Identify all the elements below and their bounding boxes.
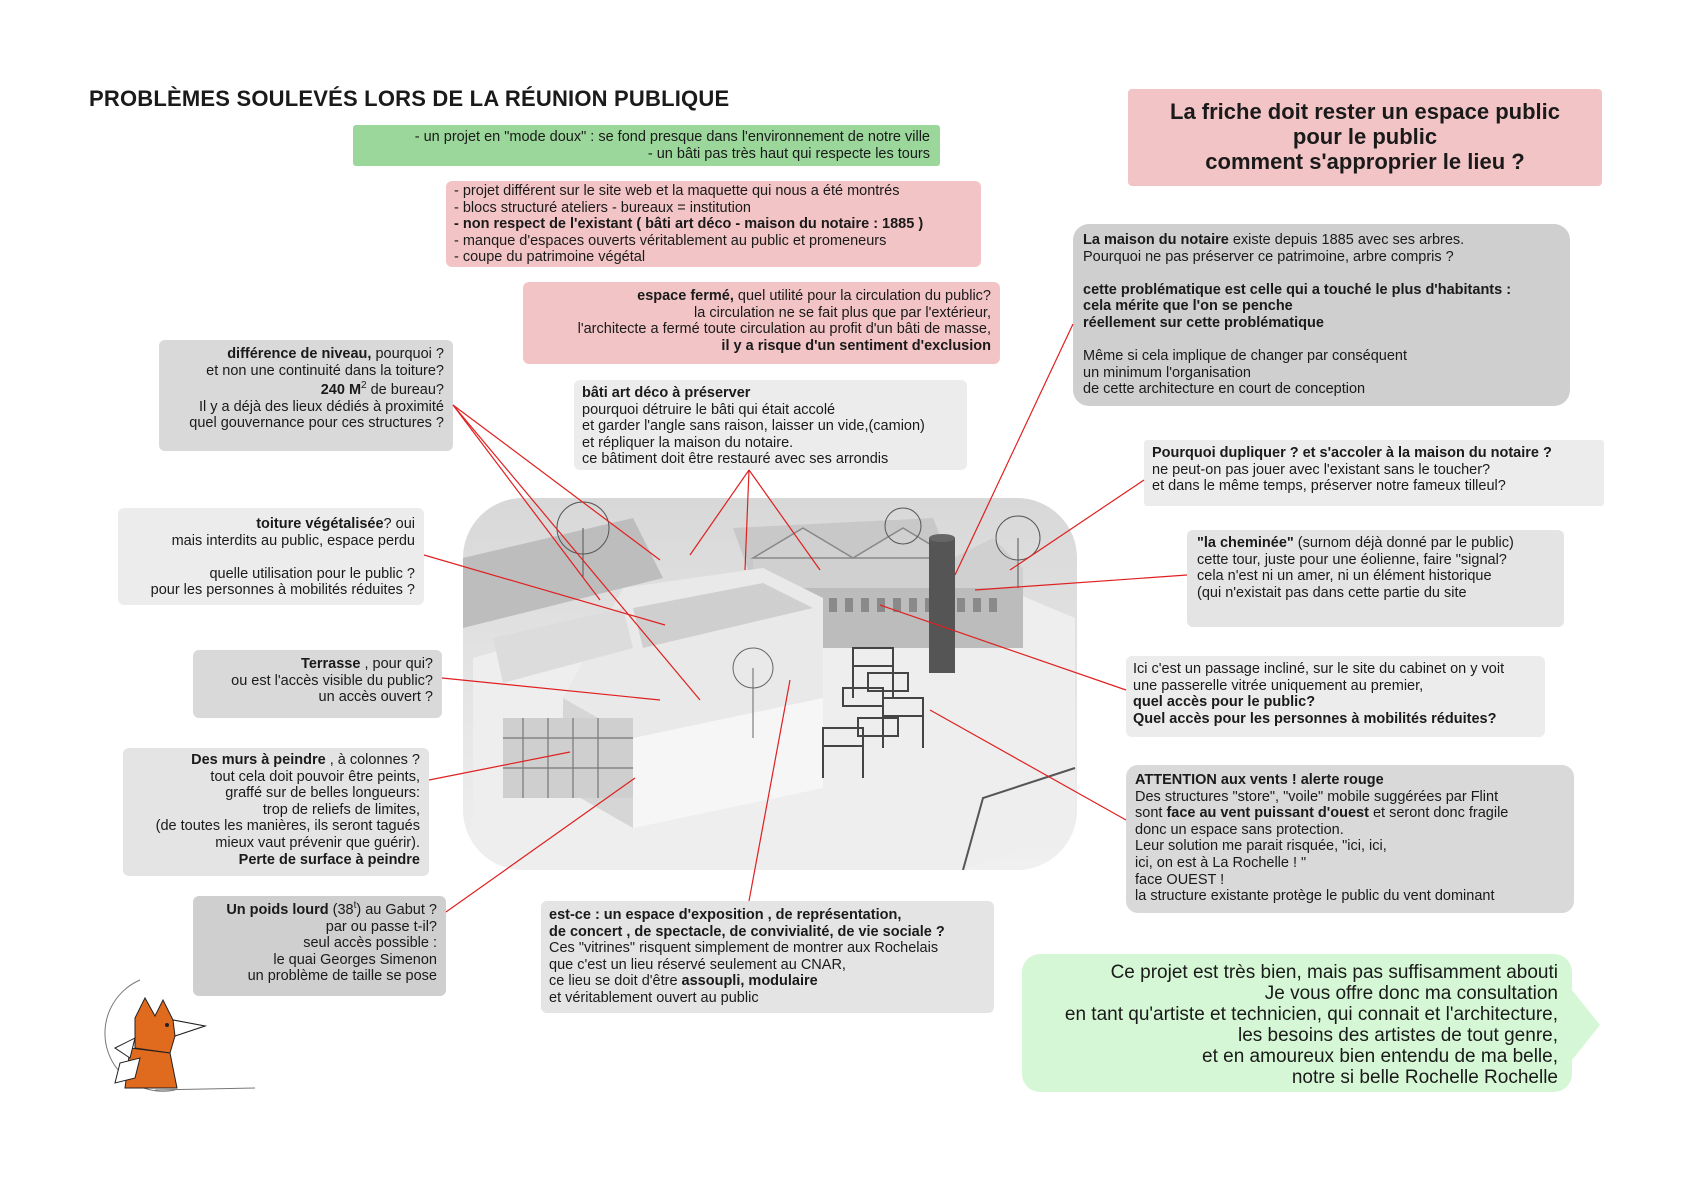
vents-line: ici, on est à La Rochelle ! " [1135, 854, 1307, 871]
notaire-line: Pourquoi ne pas préserver ce patrimoine, arbre compris ? [1083, 248, 1454, 265]
cheminee-line: (qui n'existait pas dans cette partie du site [1197, 584, 1467, 601]
vents-line: Des structures "store", "voile" mobile suggérées par Flint [1135, 788, 1499, 805]
projet-line: - projet différent sur le site web et la maquette qui nous a été montrés [454, 183, 900, 199]
notaire-line: réellement sur cette problématique [1083, 314, 1324, 331]
expo-line: et véritablement ouvert au public [549, 989, 759, 1006]
art-deco-line: et garder l'angle sans raison, laisser un vide,(camion) [582, 418, 925, 435]
architectural-model-photo [463, 498, 1077, 870]
toiture-line: mais interdits au public, espace perdu [171, 532, 415, 549]
niveau-line: Il y a déjà des lieux dédiés à proximité [198, 398, 444, 415]
vents-text: et seront donc fragile [1368, 805, 1509, 822]
passage-line: une passerelle vitrée uniquement au premier, [1133, 677, 1424, 694]
niveau-surface: 240 M [320, 382, 362, 399]
poids-text: (38 [328, 902, 354, 918]
niveau-sup: 2 [361, 380, 367, 392]
espace-ferme-line: il y a risque d'un sentiment d'exclusion [721, 337, 991, 354]
poids-line: par ou passe t-il? [325, 918, 437, 935]
murs-line: (de toutes les manières, ils seront tagués [155, 818, 420, 835]
conclusion-line: et en amoureux bien entendu de ma belle, [1202, 1046, 1558, 1067]
terrasse-line: ou est l'accès visible du public? [231, 672, 433, 689]
conclusion-line: les besoins des artistes de tout genre, [1237, 1025, 1558, 1046]
fox-logo-icon [95, 978, 255, 1093]
terrasse-line: un accès ouvert ? [318, 689, 433, 706]
projet-line: - coupe du patrimoine végétal [454, 249, 646, 266]
conclusion-box [1022, 954, 1572, 1092]
dupliquer-lead: Pourquoi dupliquer ? et s'accoler à la maison du notaire ? [1152, 445, 1552, 461]
toiture-line: pour les personnes à mobilités réduites ? [150, 582, 415, 599]
murs-line: trop de reliefs de limites, [262, 801, 420, 818]
vents-line: donc un espace sans protection. [1135, 821, 1344, 838]
conclusion-line: Ce projet est très bien, mais pas suffisamment abouti [1110, 962, 1558, 983]
projet-line: - manque d'espaces ouverts véritablement au public et promeneurs [454, 232, 887, 249]
poids-sup: t [353, 900, 357, 912]
friche-line: La friche doit rester un espace public [1170, 99, 1560, 124]
projet-line: - blocs structuré ateliers - bureaux = institution [454, 199, 751, 216]
art-deco-line: et répliquer la maison du notaire. [582, 434, 794, 451]
cheminee-box [1187, 530, 1564, 627]
niveau-lead: différence de niveau, [227, 346, 372, 362]
niveau-line: quel gouvernance pour ces structures ? [189, 415, 444, 432]
murs-line: tout cela doit pouvoir être peints, [210, 768, 420, 785]
poids-lead: Un poids lourd [226, 902, 329, 918]
cheminee-lead: "la cheminée" [1197, 535, 1294, 551]
toiture-line: quelle utilisation pour le public ? [209, 565, 415, 582]
expo-line: de concert , de spectacle, de convivialité, de vie sociale ? [549, 923, 945, 940]
vents-text: sont [1135, 805, 1167, 822]
art-deco-line: ce bâtiment doit être restauré avec ses arrondis [582, 451, 889, 468]
notaire-line: un minimum l'organisation [1083, 364, 1251, 381]
niveau-line: et non une continuité dans la toiture? [206, 362, 444, 379]
notaire-line: cette problématique est celle qui a touché le plus d'habitants : [1083, 281, 1512, 298]
friche-line: pour le public [1292, 124, 1438, 149]
vents-line: Leur solution me parait risquée, "ici, ici, [1135, 838, 1387, 855]
terrasse-box [193, 650, 442, 718]
notaire-line: de cette architecture en court de conception [1083, 381, 1366, 398]
projet-line: - non respect de l'existant ( bâti art déco - maison du notaire : 1885 ) [454, 216, 924, 233]
conclusion-line: en tant qu'artiste et technicien, qui connait et l'architecture, [1064, 1004, 1558, 1025]
expo-line: est-ce : un espace d'exposition , de représentation, [549, 907, 902, 923]
dupliquer-line: ne peut-on pas jouer avec l'existant sans le toucher? [1152, 461, 1491, 478]
expo-text: ce lieu se doit d'être [549, 973, 682, 990]
terrasse-text: , pour qui? [360, 656, 433, 672]
poids-line: seul accès possible : [303, 935, 437, 952]
toiture-box [118, 508, 424, 605]
toiture-lead: toiture végétalisée [256, 516, 384, 532]
conclusion-line: notre si belle Rochelle Rochelle [1291, 1067, 1558, 1088]
expo-line: Ces "vitrines" risquent simplement de montrer aux Rochelais [549, 940, 939, 957]
espace-ferme-line: la circulation ne se fait plus que par l'extérieur, [694, 304, 991, 321]
art-deco-line: pourquoi détruire le bâti qui était accolé [582, 401, 836, 418]
vents-line: la structure existante protège le public du vent dominant [1135, 888, 1495, 905]
espace-ferme-line: l'architecte a fermé toute circulation au profit d'un bâti de masse, [577, 321, 991, 338]
cheminee-text: (surnom déjà donné par le public) [1293, 535, 1514, 551]
page-title: PROBLÈMES SOULEVÉS LORS DE LA RÉUNION PUBLIQUE [89, 86, 730, 111]
art-deco-box [574, 380, 967, 470]
poids-text: ) au Gabut ? [356, 902, 437, 918]
friche-line: comment s'approprier le lieu ? [1205, 149, 1525, 174]
passage-box [1126, 656, 1545, 737]
niveau-surface-rest: de bureau? [366, 382, 444, 399]
vents-box [1126, 765, 1574, 913]
passage-line: quel accès pour le public? [1133, 694, 1316, 711]
mode-doux-line: - un bâti pas très haut qui respecte les tours [647, 145, 930, 162]
conclusion-line: Je vous offre donc ma consultation [1264, 983, 1558, 1004]
poids-line: le quai Georges Simenon [273, 951, 437, 968]
notaire-text: existe depuis 1885 avec ses arbres. [1228, 232, 1465, 248]
niveau-text: pourquoi ? [371, 346, 444, 362]
friche-headline-box [1128, 89, 1602, 186]
mode-doux-line: - un projet en "mode doux" : se fond presque dans l'environnement de notre ville [414, 129, 930, 145]
vents-lead: ATTENTION aux vents ! alerte rouge [1135, 772, 1384, 788]
murs-line: mieux vaut prévenir que guérir). [215, 834, 420, 851]
difference-niveau-box [159, 340, 453, 451]
cheminee-line: cette tour, juste pour une éolienne, faire "signal? [1197, 551, 1507, 568]
expo-bold: assoupli, modulaire [681, 973, 818, 990]
art-deco-lead: bâti art déco à préserver [582, 385, 751, 401]
conclusion-arrow-icon [1572, 990, 1600, 1060]
terrasse-lead: Terrasse [301, 656, 361, 672]
projet-different-box [446, 181, 981, 267]
murs-lead: Des murs à peindre [191, 752, 326, 768]
murs-line: graffé sur de belles longueurs: [225, 785, 420, 802]
murs-line: Perte de surface à peindre [238, 851, 420, 868]
murs-text: , à colonnes ? [325, 752, 420, 768]
passage-line: Quel accès pour les personnes à mobilités réduites? [1133, 710, 1497, 727]
dupliquer-box [1144, 440, 1604, 506]
expo-line: que c'est un lieu réservé seulement au CNAR, [549, 956, 846, 973]
notaire-line: cela mérite que l'on se penche [1083, 298, 1293, 315]
notaire-line: Même si cela implique de changer par conséquent [1083, 348, 1408, 365]
murs-box [123, 748, 429, 876]
espace-ferme-box [523, 282, 1000, 364]
poids-line: un problème de taille se pose [247, 968, 437, 985]
mode-doux-box [353, 125, 940, 166]
dupliquer-line: et dans le même temps, préserver notre fameux tilleul? [1152, 478, 1506, 495]
toiture-text: ? oui [383, 516, 415, 532]
passage-line: Ici c'est un passage incliné, sur le site du cabinet on y voit [1133, 661, 1505, 677]
espace-ferme-text: quel utilité pour la circulation du public? [733, 288, 991, 304]
espace-exposition-box [541, 901, 994, 1013]
notaire-lead: La maison du notaire [1083, 232, 1229, 248]
espace-ferme-lead: espace fermé, [637, 288, 734, 304]
cheminee-line: cela n'est ni un amer, ni un élément historique [1197, 568, 1492, 585]
vents-line: face OUEST ! [1135, 871, 1225, 888]
maison-notaire-box [1073, 224, 1570, 406]
vents-bold: face au vent puissant d'ouest [1166, 805, 1369, 822]
